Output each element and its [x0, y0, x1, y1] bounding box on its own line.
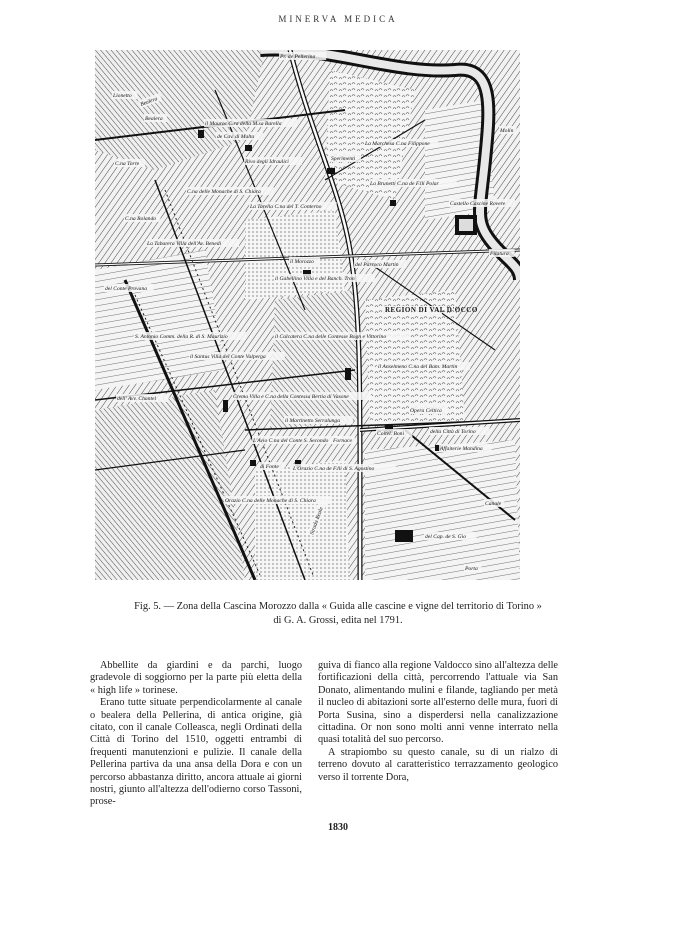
map-label: L'Avio C.na del Conte S. Secondo — [253, 438, 329, 444]
map-label: il Martinetto Serralunga — [285, 418, 341, 424]
map-label: del Cap. de S. Gio — [425, 534, 467, 540]
map-label: del Conte Provana — [105, 286, 148, 292]
map-label: C.na delle Monache di S. Chiara — [187, 189, 261, 195]
map-label: La Tabarera Villa dell'Av. Benedi — [147, 241, 222, 247]
map-label: il Anselmeno C.na del Bam. Martin — [378, 364, 458, 370]
map-label: L'Orazio C.na de F.lli di S. Agostino — [293, 466, 375, 472]
map-label: Bealera — [145, 116, 163, 122]
map-label: C.na Rolando — [125, 216, 157, 222]
map-label: il Morozzo — [290, 259, 314, 265]
text-column-left — [90, 660, 302, 809]
map-label: La Marchesa C.na Filippone — [365, 141, 430, 147]
text-column-right — [318, 660, 558, 784]
map-label: La Brunetti C.na de F.lli Polar — [370, 181, 439, 187]
caption-line-1: Fig. 5. — Zona della Cascina Morozzo dalla « Guida alle cascine e vigne del territorio di Torino » — [134, 601, 542, 612]
map-label: Castello Cascine Rovere — [450, 201, 506, 207]
map-label: il Santus Villa del Conte Valperga — [190, 354, 266, 360]
map-label: Porta — [465, 566, 478, 572]
map-label: C.na Torre — [115, 161, 140, 167]
map-label: Orazio C.na delle Monache di S. Chiara — [225, 498, 316, 504]
caption-line-2: di G. A. Grossi, edita nel 1791. — [273, 615, 403, 626]
journal-header: MINERVA MEDICA — [278, 14, 398, 24]
map-label: Opera Celtica — [410, 408, 442, 414]
map-label: Pr. de Pellerina — [280, 54, 316, 60]
map-label: del Parroco Martin — [355, 262, 399, 268]
map-label: REGION DI VAL D'OCCO — [385, 306, 478, 314]
map-label: Sperimenti — [331, 156, 356, 162]
map-label: La Tarella C.na del T. Conterno — [250, 204, 322, 210]
paragraph: Erano tutte situate perpendicolarmente al canale o bealera della Pellerina, di antica origine, già citato, con il canale Colleasca, negli Ordinati della Città di Torino del 1510, oggetti entrambi di frequenti manutenzioni e pulizie. Il canale della Pellerina partiva da una ansa della Dora e con un percorso abbastanza diritto, ancora attuale ai giorni nostri, giunto all'altezza dell'odierno corso Tassoni, prose- — [90, 697, 302, 808]
paragraph: guiva di fianco alla regione Valdocco sino all'altezza delle fortificazioni della città, percorrendo l'attuale via San Donato, alimentando mulini e filande, tagliando per metà il nucleo di abitazioni sorte all'esterno delle mura, fuori di Porta Susina, sino a disperdersi nella canalizzazione cittadina. Or non sono molti anni venne interrato nella quasi totalità del suo percorso. — [318, 660, 558, 746]
map-label: il Gabellino Villa e del Banch. Tron — [275, 276, 355, 282]
map-label: il Mauroc C.ra della M.sa Barella — [205, 121, 282, 127]
map-label: Lionetto — [113, 93, 132, 99]
map-label: Crema Villa e C.na della Contessa Bertia di Vasone — [233, 394, 349, 400]
map-label: della Città di Torino — [430, 429, 476, 435]
map-label: Affaiterie Mandina — [440, 446, 483, 452]
paragraph: A strapiombo su questo canale, su di un rialzo di terreno dovuto al caratteristico terrazzamento geologico verso il torrente Dora, — [318, 746, 558, 783]
body-text — [90, 660, 586, 820]
map-label: Canale — [485, 501, 502, 507]
historic-map-figure — [95, 50, 520, 580]
map-label: Rivo degli Idraulici — [245, 159, 289, 165]
map-label: de Cav. di Malta — [217, 134, 255, 140]
map-label: dell' Avv. Chantel — [117, 396, 157, 402]
map-label: Strada Reale — [309, 506, 325, 536]
map-label: Filatura — [490, 251, 509, 257]
page-number: 1830 — [328, 822, 348, 833]
map-label: Fornace — [333, 438, 352, 444]
map-label: il Calcatera C.na delle Contesse Bogn e Vittorino — [275, 334, 387, 340]
paragraph: Abbellite da giardini e da parchi, luogo gradevole di soggiorno per la parte più eletta della « high life » torinese. — [90, 660, 302, 696]
map-label: Bealera — [139, 96, 159, 108]
map-label: di Fonte — [260, 464, 279, 470]
map-label: Coltel. Boni — [377, 431, 405, 437]
map-label: Molin — [500, 128, 514, 134]
map-engraving — [95, 50, 520, 580]
map-label: S. Antonio Comm. della R. di S. Maurizio — [135, 334, 228, 340]
figure-caption — [60, 600, 616, 628]
